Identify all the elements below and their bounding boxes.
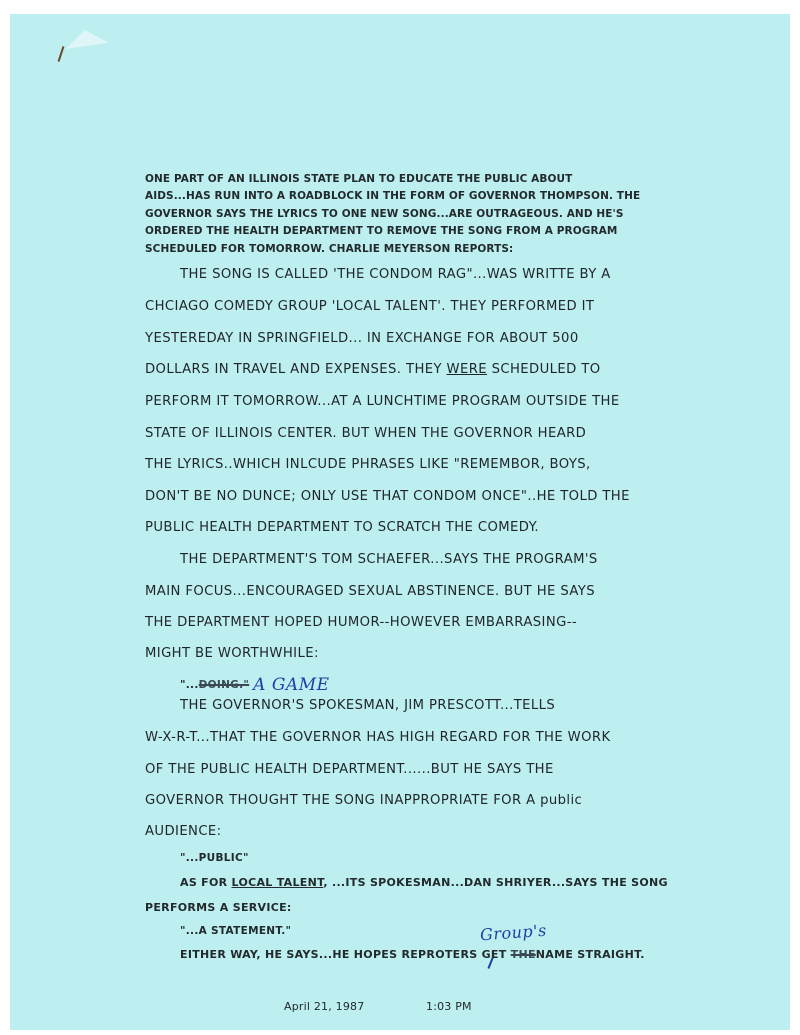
body-line: W-X-R-T...THAT THE GOVERNOR HAS HIGH REGARD FOR THE WORK: [145, 730, 611, 745]
audio-cue: "...PUBLIC": [180, 852, 249, 864]
body-line: OF THE PUBLIC HEALTH DEPARTMENT......BUT HE SAYS THE: [145, 762, 554, 777]
struck-text: THE: [510, 948, 536, 961]
footer-date: April 21, 1987: [284, 1000, 365, 1013]
body-line: YESTEREDAY IN SPRINGFIELD... IN EXCHANGE FOR ABOUT 500: [145, 331, 579, 346]
intro-line: GOVERNOR SAYS THE LYRICS TO ONE NEW SONG...ARE OUTRAGEOUS. AND HE'S: [145, 207, 624, 220]
intro-line: AIDS...HAS RUN INTO A ROADBLOCK IN THE FORM OF GOVERNOR THOMPSON. THE: [145, 190, 641, 203]
body-line: MAIN FOCUS...ENCOURAGED SEXUAL ABSTINENCE. BUT HE SAYS: [145, 584, 595, 599]
body-line: THE DEPARTMENT HOPED HUMOR--HOWEVER EMBARRASING--: [145, 615, 578, 630]
body-line: PERFORMS A SERVICE:: [145, 901, 292, 914]
body-line: THE SONG IS CALLED 'THE CONDOM RAG"...WAS WRITTE BY A: [180, 267, 611, 282]
underlined-word: WERE: [446, 362, 488, 377]
audio-cue: "...A STATEMENT.": [180, 925, 292, 937]
body-line: CHCIAGO COMEDY GROUP 'LOCAL TALENT'. THEY PERFORMED IT: [145, 299, 595, 314]
struck-text: DOING.": [198, 679, 250, 691]
body-line: PERFORM IT TOMORROW...AT A LUNCHTIME PROGRAM OUTSIDE THE: [145, 394, 620, 409]
body-line: THE GOVERNOR'S SPOKESMAN, JIM PRESCOTT...TELLS: [180, 698, 556, 713]
body-line: AUDIENCE:: [145, 824, 222, 839]
body-text: AS FOR: [180, 876, 232, 889]
body-text: , ...ITS SPOKESMAN...DAN SHRIYER...SAYS THE SONG: [323, 876, 668, 889]
cue-text: "...: [180, 679, 199, 691]
intro-line: ORDERED THE HEALTH DEPARTMENT TO REMOVE THE SONG FROM A PROGRAM: [145, 225, 618, 238]
underlined-name: LOCAL TALENT: [231, 876, 324, 889]
intro-line: ONE PART OF AN ILLINOIS STATE PLAN TO EDUCATE THE PUBLIC ABOUT: [145, 173, 573, 185]
body-text: NAME STRAIGHT.: [535, 948, 645, 961]
body-line: PUBLIC HEALTH DEPARTMENT TO SCRATCH THE COMEDY.: [145, 520, 539, 535]
body-line: MIGHT BE WORTHWHILE:: [145, 646, 319, 661]
body-line: [145, 876, 668, 889]
body-line: [145, 948, 660, 961]
handwritten-insertion: Group's: [479, 920, 548, 945]
body-line: THE LYRICS..WHICH INLCUDE PHRASES LIKE "REMEMBOR, BOYS,: [145, 457, 591, 472]
body-line: [145, 362, 625, 377]
audio-cue: [145, 673, 660, 693]
body-line: STATE OF ILLINOIS CENTER. BUT WHEN THE GOVERNOR HEARD: [145, 426, 587, 441]
intro-paragraph: [145, 171, 641, 258]
body-line: DON'T BE NO DUNCE; ONLY USE THAT CONDOM ONCE"..HE TOLD THE: [145, 489, 630, 504]
body-text: SCHEDULED TO: [487, 362, 601, 377]
body-text: DOLLARS IN TRAVEL AND EXPENSES. THEY: [145, 362, 447, 377]
body-line: THE DEPARTMENT'S TOM SCHAEFER...SAYS THE PROGRAM'S: [180, 552, 598, 567]
handwritten-amendment: A GAME: [253, 675, 330, 695]
body-line: GOVERNOR THOUGHT THE SONG INAPPROPRIATE FOR A public: [145, 793, 583, 808]
body-text: EITHER WAY, HE SAYS...HE HOPES REPROTERS GET: [180, 948, 511, 961]
footer-time: 1:03 PM: [426, 1000, 472, 1013]
intro-line: SCHEDULED FOR TOMORROW. CHARLIE MEYERSON REPORTS:: [145, 242, 514, 255]
